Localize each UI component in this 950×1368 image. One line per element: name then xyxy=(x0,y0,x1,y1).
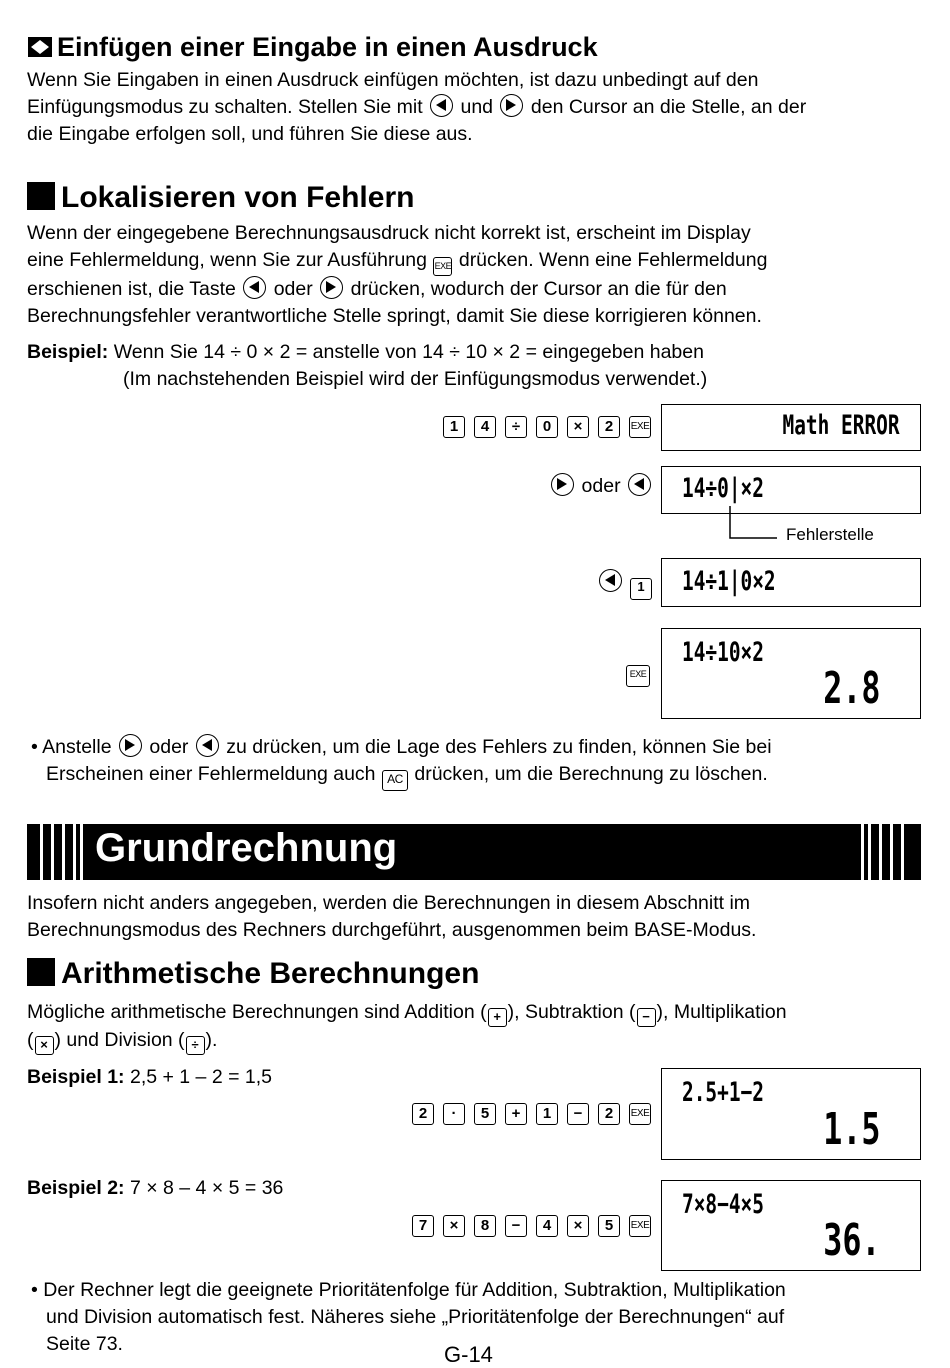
calculator-display xyxy=(661,1068,921,1160)
key-icon: 2 xyxy=(598,1103,620,1125)
display-result: 1.5 xyxy=(822,1104,880,1155)
key-sequence xyxy=(412,1103,651,1125)
exe-key-icon: EXE xyxy=(433,257,452,276)
key-icon: 2 xyxy=(412,1103,434,1125)
section-heading-insert xyxy=(27,32,598,63)
key-icon: ÷ xyxy=(505,416,527,438)
section-title: Lokalisieren von Fehlern xyxy=(61,181,415,214)
key-sequence xyxy=(597,569,653,600)
key-icon: 5 xyxy=(474,1103,496,1125)
exe-key-icon: EXE xyxy=(626,665,650,687)
key-icon: · xyxy=(443,1103,465,1125)
intro-paragraph: Insofern nicht anders angegeben, werden die Berechnungen in diesem Abschnitt im Berechnungsmodus des Rechners durchgeführt, ausgenommen beim BASE-Modus. xyxy=(27,892,757,941)
example: Beispiel: Wenn Sie 14 ÷ 0 × 2 = anstelle von 14 ÷ 10 × 2 = eingegeben haben xyxy=(27,341,704,363)
key-icon: 5 xyxy=(598,1215,620,1237)
left-arrow-key-icon xyxy=(628,473,651,496)
calculator-display xyxy=(661,628,921,719)
page-number: G-14 xyxy=(444,1342,493,1367)
display-text: 14÷0|×2 xyxy=(682,473,764,504)
exe-key-icon: EXE xyxy=(629,1215,651,1237)
key-icon: 7 xyxy=(412,1215,434,1237)
section-heading-errors xyxy=(27,181,414,215)
key-sequence xyxy=(443,416,651,438)
minus-key-icon: − xyxy=(637,1008,656,1027)
right-arrow-key-icon xyxy=(119,734,142,757)
times-key-icon: × xyxy=(35,1036,54,1055)
note-bullet: • Der Rechner legt die geeignete Prioritätenfolge für Addition, Subtraktion, Multiplikation und Division automatisch fest. Näheres siehe „Prioritätenfolge der Berechnungen“ auf Seite 73. xyxy=(31,1279,786,1355)
key-icon: − xyxy=(567,1103,589,1125)
left-arrow-key-icon xyxy=(430,94,453,117)
calculator-display xyxy=(661,1180,921,1271)
paragraph: Wenn Sie Eingaben in einen Ausdruck einfügen möchten, ist dazu unbedingt auf den Einfügungsmodus zu schalten. Stellen Sie mit und den Cursor an die Stelle, an der die Eingabe erfolgen soll, und führen Sie diese aus. xyxy=(27,69,807,145)
calculator-display xyxy=(661,466,921,514)
key-icon: − xyxy=(505,1215,527,1237)
key-icon: 2 xyxy=(598,416,620,438)
paragraph: Mögliche arithmetische Berechnungen sind Addition ( + ), Subtraktion ( − ), Multiplikation ( × ) und Division ( ÷ ). xyxy=(27,999,787,1055)
key-icon: × xyxy=(567,1215,589,1237)
calculator-display xyxy=(661,404,921,451)
right-arrow-key-icon xyxy=(551,473,574,496)
right-arrow-key-icon xyxy=(320,276,343,299)
key-sequence xyxy=(412,1215,651,1237)
display-text: 14÷1|0×2 xyxy=(682,566,776,597)
key-icon: 0 xyxy=(536,416,558,438)
key-icon: + xyxy=(505,1103,527,1125)
error-pointer-line xyxy=(725,506,780,542)
exe-key-icon: EXE xyxy=(629,1103,651,1125)
chapter-banner xyxy=(27,824,921,880)
chapter-title: Grundrechnung xyxy=(95,826,398,870)
plus-key-icon: + xyxy=(488,1008,507,1027)
square-bullet-icon xyxy=(27,182,55,210)
display-expression: 2.5+1−2 xyxy=(682,1077,764,1108)
display-expression: 14÷10×2 xyxy=(682,637,764,668)
left-arrow-key-icon xyxy=(196,734,219,757)
key-icon: 4 xyxy=(474,416,496,438)
section-title: Arithmetische Berechnungen xyxy=(61,957,480,990)
key-1: 1 xyxy=(630,578,652,600)
paragraph: Wenn der eingegebene Berechnungsausdruck nicht korrekt ist, erscheint im Display eine Fehlermeldung, wenn Sie zur Ausführung EXE drücken. Wenn eine Fehlermeldung erschienen ist, die Taste oder drücken, wodurch der Cursor an die für den Berechnungsfehler verantwortliche Stelle springt, damit Sie diese korrigieren können. xyxy=(27,222,768,327)
example-note: (Im nachstehenden Beispiel wird der Einfügungsmodus verwendet.) xyxy=(123,368,708,390)
display-result: 2.8 xyxy=(822,663,880,714)
left-arrow-key-icon xyxy=(243,276,266,299)
key-icon: × xyxy=(443,1215,465,1237)
key-icon: 1 xyxy=(443,416,465,438)
key-sequence: oder xyxy=(549,473,653,500)
display-expression: 7×8−4×5 xyxy=(682,1189,764,1220)
key-icon: 8 xyxy=(474,1215,496,1237)
key-icon: 4 xyxy=(536,1215,558,1237)
example-1: Beispiel 1: 2,5 + 1 – 2 = 1,5 xyxy=(27,1066,273,1088)
square-bullet-icon xyxy=(27,958,55,986)
section-heading-arithmetic xyxy=(27,957,479,991)
divide-key-icon: ÷ xyxy=(186,1036,205,1055)
section-title: Einfügen einer Eingabe in einen Ausdruck xyxy=(57,32,598,62)
display-result: 36. xyxy=(822,1215,880,1266)
key-icon: × xyxy=(567,416,589,438)
diamond-square-icon xyxy=(27,36,53,58)
exe-key-icon: EXE xyxy=(629,416,651,438)
ac-key-icon: AC xyxy=(382,770,408,791)
right-arrow-key-icon xyxy=(500,94,523,117)
error-label: Fehlerstelle xyxy=(786,525,874,544)
example-2: Beispiel 2: 7 × 8 – 4 × 5 = 36 xyxy=(27,1177,284,1199)
left-arrow-key-icon xyxy=(599,569,622,592)
key-sequence xyxy=(625,661,651,687)
display-text: Math ERROR xyxy=(782,410,900,441)
key-icon: 1 xyxy=(536,1103,558,1125)
calculator-display xyxy=(661,558,921,607)
note-bullet: • Anstelle oder zu drücken, um die Lage des Fehlers zu finden, können Sie bei Erscheinen einer Fehlermeldung auch AC drücken, um die Berechnung zu löschen. xyxy=(31,734,772,791)
